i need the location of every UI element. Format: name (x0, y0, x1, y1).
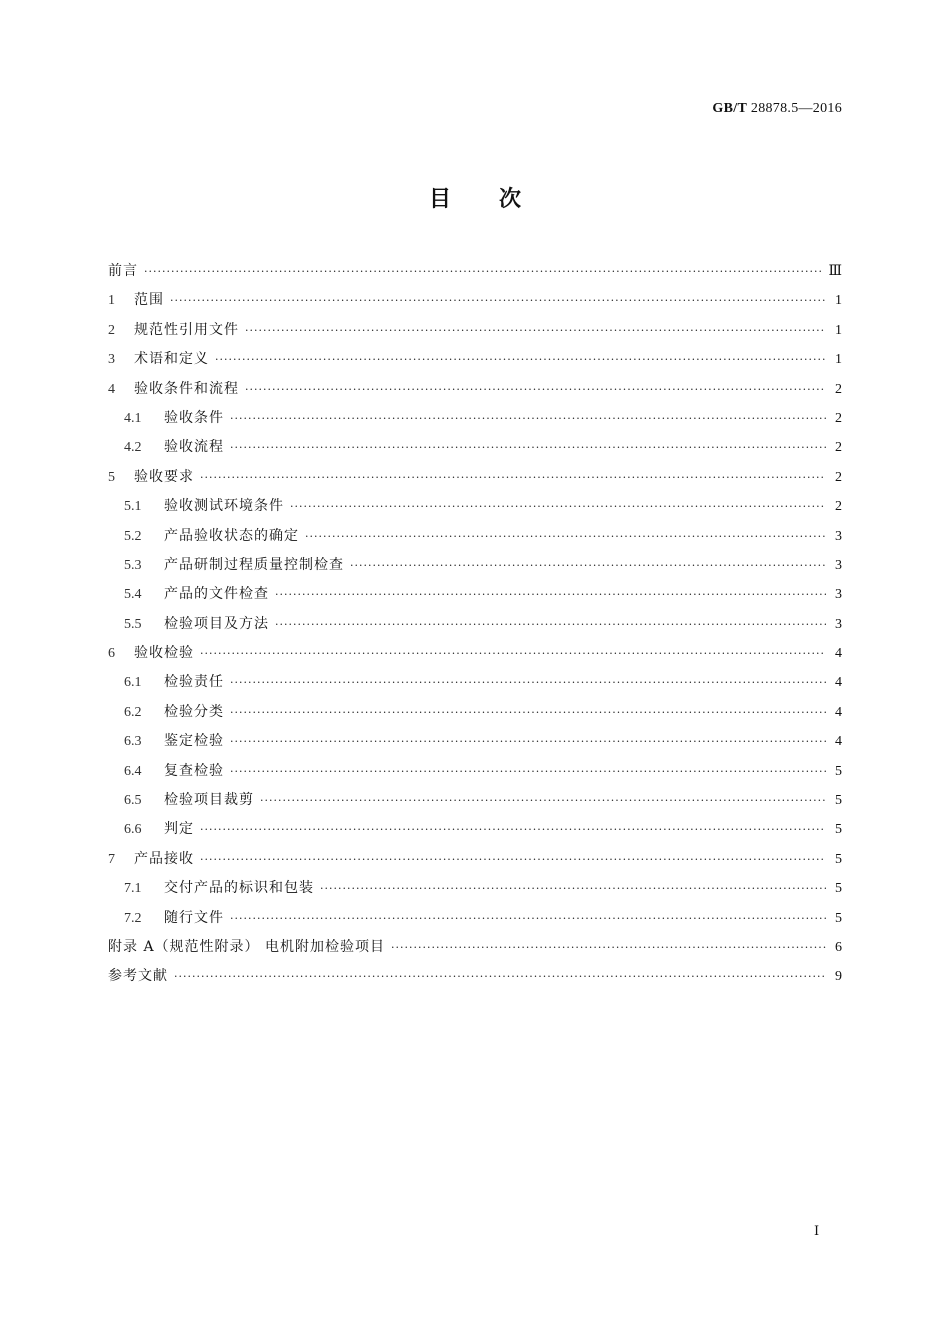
dot-leader (245, 375, 826, 404)
toc-entry-page: 4 (835, 704, 842, 720)
toc-entry[interactable] (108, 345, 842, 374)
dot-leader (230, 698, 826, 727)
toc-entry-label: 验收条件 (164, 409, 224, 426)
toc-entry-number: 6.1 (124, 675, 142, 691)
toc-entry-number: 6 (108, 646, 115, 662)
toc-entry-page: 3 (835, 557, 842, 573)
dot-leader (275, 610, 826, 639)
toc-entry[interactable] (108, 257, 842, 286)
dot-leader (245, 316, 826, 345)
toc-entry-page: 4 (835, 675, 842, 691)
toc-entry-number: 7 (108, 851, 115, 867)
toc-entry-page: 1 (835, 352, 842, 368)
toc-entry-number: 1 (108, 293, 115, 309)
toc-entry-label: 产品验收状态的确定 (164, 527, 299, 544)
dot-leader (215, 345, 826, 374)
dot-leader (174, 962, 826, 991)
dot-leader (200, 639, 826, 668)
standard-code (712, 101, 842, 117)
toc-entry-label: 验收测试环境条件 (164, 498, 284, 515)
toc-entry-label: 前言 (108, 263, 138, 279)
toc-entry[interactable] (108, 698, 842, 727)
toc-entry-page: 1 (835, 322, 842, 338)
dot-leader (200, 815, 826, 844)
toc-entry-page: 2 (835, 381, 842, 397)
toc-entry-number: 6.3 (124, 734, 142, 750)
toc-entry-number: 4 (108, 381, 115, 397)
page-title: 目次 (428, 187, 569, 212)
toc-entry-page: 5 (835, 881, 842, 897)
toc-entry-number: 5.1 (124, 499, 142, 515)
toc-entry[interactable] (108, 316, 842, 345)
toc-entry-label: 复查检验 (164, 762, 224, 779)
dot-leader (230, 404, 826, 433)
dot-leader (350, 551, 826, 580)
toc-entry-page: 9 (835, 969, 842, 985)
toc-entry-label: 附录 A（规范性附录） 电机附加检验项目 (108, 938, 386, 955)
toc-entry[interactable] (108, 492, 842, 521)
toc-entry[interactable] (108, 933, 842, 962)
toc-entry-label: 验收流程 (164, 439, 224, 456)
toc-entry-number: 5.2 (124, 528, 142, 544)
toc-entry-number: 5.4 (124, 587, 142, 603)
toc-entry-page: 3 (835, 528, 842, 544)
toc-entry-page: 2 (835, 410, 842, 426)
toc-entry[interactable] (108, 639, 842, 668)
toc-entry-page: 2 (835, 499, 842, 515)
toc-entry-label: 检验项目裁剪 (164, 792, 254, 809)
dot-leader (320, 874, 826, 903)
toc-entry[interactable] (108, 286, 842, 315)
toc-entry[interactable] (108, 874, 842, 903)
toc-entry-number: 6.4 (124, 763, 142, 779)
toc-entry-number: 4.2 (124, 440, 142, 456)
toc-entry-page: 3 (835, 616, 842, 632)
toc-entry-label: 随行文件 (164, 909, 224, 926)
toc-entry-label: 验收检验 (134, 645, 194, 662)
toc-entry-number: 6.5 (124, 793, 142, 809)
standard-code-prefix: GB/T (712, 101, 748, 116)
toc-entry-label: 鉴定检验 (164, 733, 224, 750)
toc-entry-label: 验收要求 (134, 468, 194, 485)
dot-leader (230, 904, 826, 933)
toc-entry[interactable] (108, 904, 842, 933)
toc-entry[interactable] (108, 727, 842, 756)
footer-page-number: Ⅰ (814, 1223, 820, 1238)
toc-entry[interactable] (108, 551, 842, 580)
toc-entry-label: 验收条件和流程 (134, 380, 239, 397)
toc-entry[interactable] (108, 845, 842, 874)
toc-entry[interactable] (108, 668, 842, 697)
toc-entry[interactable] (108, 463, 842, 492)
toc-entry-number: 4.1 (124, 410, 142, 426)
toc-entry-label: 参考文献 (108, 968, 168, 985)
dot-leader (230, 727, 826, 756)
toc-entry[interactable] (108, 815, 842, 844)
dot-leader (170, 286, 826, 315)
dot-leader (200, 463, 826, 492)
toc-entry-number: 7.2 (124, 910, 142, 926)
table-of-contents (108, 257, 842, 992)
dot-leader (275, 580, 826, 609)
toc-entry-page: 4 (835, 734, 842, 750)
toc-entry-page: 4 (835, 646, 842, 662)
dot-leader (305, 522, 826, 551)
toc-entry[interactable] (108, 433, 842, 462)
toc-entry-label: 产品的文件检查 (164, 586, 269, 603)
toc-entry-label: 判定 (164, 821, 194, 838)
toc-entry[interactable] (108, 522, 842, 551)
toc-entry-number: 2 (108, 322, 115, 338)
toc-entry-label: 术语和定义 (134, 351, 209, 368)
toc-entry[interactable] (108, 610, 842, 639)
toc-entry-label: 检验分类 (164, 703, 224, 720)
toc-entry-label: 范围 (134, 292, 164, 309)
toc-entry-page: 5 (835, 822, 842, 838)
toc-entry-page: 2 (835, 469, 842, 485)
toc-entry[interactable] (108, 962, 842, 991)
toc-entry-page: 1 (835, 293, 842, 309)
toc-entry[interactable] (108, 580, 842, 609)
toc-entry[interactable] (108, 757, 842, 786)
toc-entry[interactable] (108, 404, 842, 433)
toc-entry-page: 3 (835, 587, 842, 603)
toc-entry[interactable] (108, 786, 842, 815)
dot-leader (391, 933, 826, 962)
toc-entry-label: 交付产品的标识和包装 (164, 880, 314, 897)
toc-entry-page: Ⅲ (828, 264, 842, 279)
dot-leader (230, 433, 826, 462)
toc-entry-label: 产品接收 (134, 850, 194, 867)
dot-leader (290, 492, 826, 521)
toc-entry-page: 6 (835, 939, 842, 955)
toc-entry-page: 2 (835, 440, 842, 456)
toc-entry-label: 产品研制过程质量控制检查 (164, 556, 344, 573)
toc-entry-number: 7.1 (124, 881, 142, 897)
dot-leader (200, 845, 826, 874)
dot-leader (260, 786, 826, 815)
toc-entry-page: 5 (835, 793, 842, 809)
toc-entry-number: 5.5 (124, 616, 142, 632)
toc-entry-label: 检验项目及方法 (164, 615, 269, 632)
toc-entry-page: 5 (835, 910, 842, 926)
toc-entry-page: 5 (835, 763, 842, 779)
dot-leader (230, 668, 826, 697)
toc-entry-number: 5.3 (124, 557, 142, 573)
toc-entry-page: 5 (835, 851, 842, 867)
dot-leader (230, 757, 826, 786)
toc-entry-number: 5 (108, 469, 115, 485)
toc-entry-label: 规范性引用文件 (134, 321, 239, 338)
toc-entry-label: 检验责任 (164, 674, 224, 691)
toc-entry-number: 6.6 (124, 822, 142, 838)
dot-leader (144, 257, 822, 286)
toc-entry-number: 3 (108, 352, 115, 368)
toc-entry[interactable] (108, 375, 842, 404)
toc-entry-number: 6.2 (124, 704, 142, 720)
standard-code-number: 28878.5—2016 (750, 101, 842, 116)
